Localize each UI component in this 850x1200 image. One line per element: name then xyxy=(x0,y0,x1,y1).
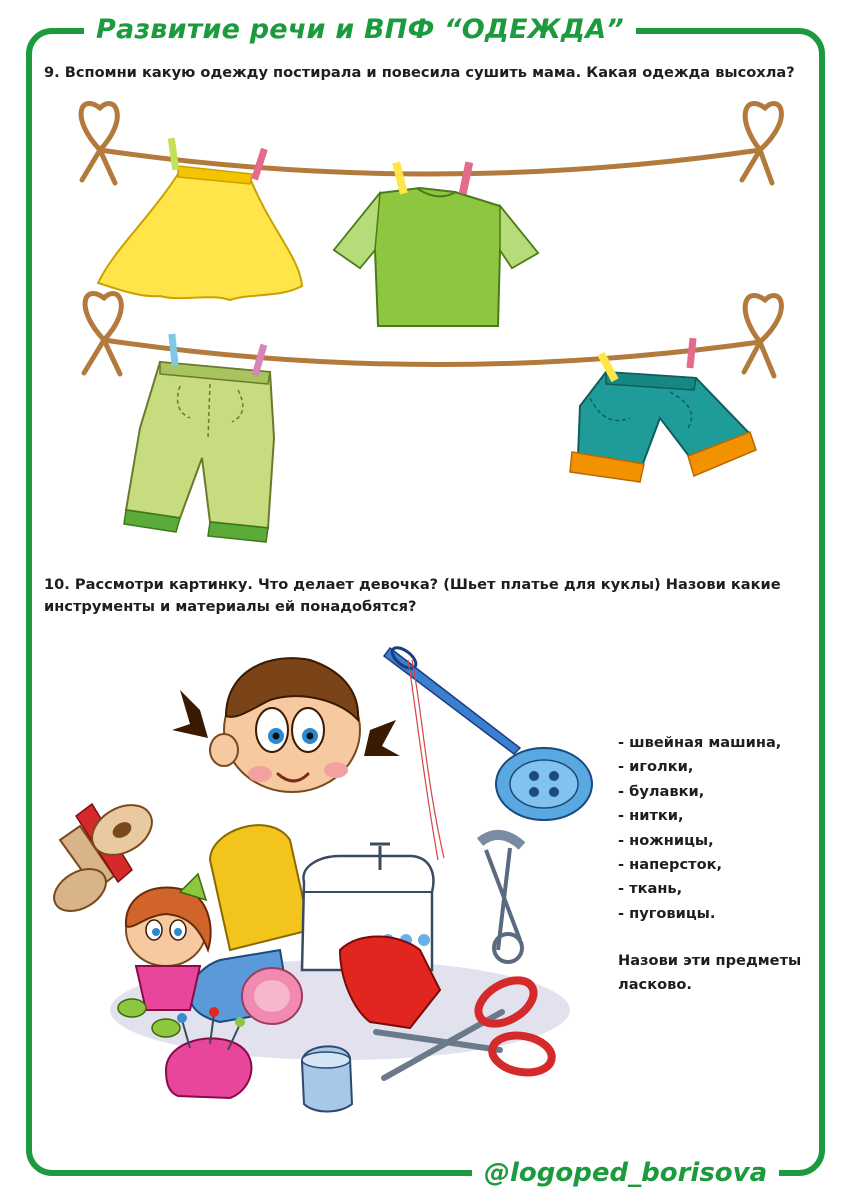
answer-item: - наперсток, xyxy=(618,856,723,874)
tshirt-icon xyxy=(334,162,538,326)
task-10-line-2: инструменты и материалы ей понадобятся? xyxy=(44,598,417,615)
footer-box xyxy=(472,1150,779,1196)
task-10-text xyxy=(44,574,804,618)
pants-icon xyxy=(124,334,274,542)
thimble-icon xyxy=(302,1046,352,1111)
answer-item: - иголки, xyxy=(618,758,694,776)
task-10-line-1: 10. Рассмотри картинку. Что делает девочка? (Шьет платье для куклы) Назови какие xyxy=(44,576,781,593)
clotheslines-illustration xyxy=(60,88,800,548)
answer-item: - пуговицы. xyxy=(618,904,716,922)
answer-item: - ножницы, xyxy=(618,831,714,849)
button-icon xyxy=(496,748,592,820)
answer-item: - ткань, xyxy=(618,880,683,898)
naming-prompt xyxy=(618,949,818,998)
naming-prompt-line-2: ласково. xyxy=(618,976,692,994)
answer-item: - швейная машина, xyxy=(618,734,782,751)
author-handle: @logoped_borisova xyxy=(484,1158,768,1188)
task-9-text: 9. Вспомни какую одежду постирала и повесила сушить мама. Какая одежда высохла? xyxy=(44,64,795,81)
sewing-scene-illustration xyxy=(40,630,600,1130)
answer-item: - нитки, xyxy=(618,807,684,825)
safety-pin-icon xyxy=(480,835,522,962)
naming-prompt-line-1: Назови эти предметы xyxy=(618,952,802,969)
answer-item: - булавки, xyxy=(618,782,705,800)
answer-list xyxy=(618,731,818,926)
page-title: Развитие речи и ВПФ “ОДЕЖДА” xyxy=(96,13,624,45)
title-box xyxy=(84,6,636,52)
needle-icon xyxy=(384,644,520,860)
